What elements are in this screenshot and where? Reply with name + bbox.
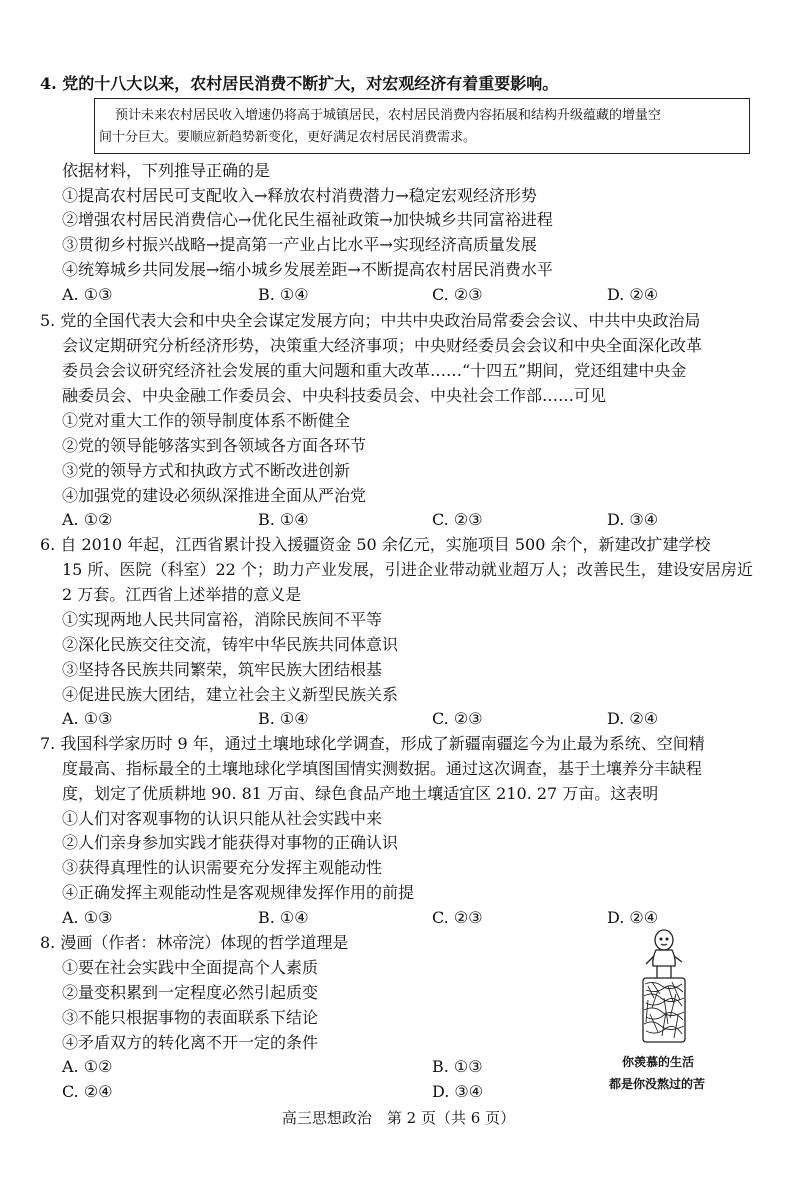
q5-item-4: ④加强党的建设必须纵深推进全面从严治党	[62, 486, 367, 505]
q7-stem-line-3: 度，划定了优质耕地 90. 81 万亩、绿色食品产地土壤适宜区 210. 27 万亩。这表明	[62, 784, 659, 803]
q4-stem: 4. 党的十八大以来，农村居民消费不断扩大，对宏观经济有着重要影响。	[40, 74, 559, 93]
q5-stem-line-4: 融委员会、中央金融工作委员会、中央科技委员会、中央社会工作部……可见	[62, 386, 607, 405]
q7-option-a[interactable]: A. ①③	[62, 908, 113, 927]
cartoon-illustration	[628, 928, 700, 1046]
q4-option-b[interactable]: B. ①④	[258, 285, 309, 304]
q5-item-1: ①党对重大工作的领导制度体系不断健全	[62, 411, 351, 430]
cartoon-caption-line-1: 你羡慕的生活	[622, 1055, 695, 1069]
q8-option-c[interactable]: C. ②④	[62, 1082, 113, 1101]
q6-option-a[interactable]: A. ①③	[62, 709, 113, 728]
q8-item-4: ④矛盾双方的转化离不开一定的条件	[62, 1033, 319, 1052]
q6-item-1: ①实现两地人民共同富裕，消除民族间不平等	[62, 610, 383, 629]
q8-option-d[interactable]: D. ③④	[432, 1082, 484, 1101]
q8-item-2: ②量变积累到一定程度必然引起质变	[62, 983, 319, 1002]
q4-item-3: ③贯彻乡村振兴战略→提高第一产业占比水平→实现经济高质量发展	[62, 235, 537, 254]
q5-option-c[interactable]: C. ②③	[432, 510, 483, 529]
q4-prompt: 依据材料，下列推导正确的是	[62, 161, 271, 180]
q7-item-3: ③获得真理性的认识需要充分发挥主观能动性	[62, 858, 383, 877]
q5-option-a[interactable]: A. ①②	[62, 510, 113, 529]
q7-stem-line-1: 7. 我国科学家历时 9 年，通过土壤地球化学调查，形成了新疆南疆迄今为止最为系统、空间精	[40, 734, 705, 753]
q5-item-2: ②党的领导能够落实到各领域各方面各环节	[62, 436, 367, 455]
q6-stem-line-3: 2 万套。江西省上述举措的意义是	[62, 585, 302, 604]
q6-stem-line-2: 15 所、医院（科室）22 个；助力产业发展，引进企业带动就业超万人；改善民生，建设安居房近	[62, 560, 753, 579]
q8-option-a[interactable]: A. ①②	[62, 1057, 113, 1076]
q8-option-b[interactable]: B. ①③	[432, 1057, 483, 1076]
q6-item-3: ③坚持各民族共同繁荣，筑牢民族大团结根基	[62, 660, 383, 679]
q4-option-a[interactable]: A. ①③	[62, 285, 113, 304]
page-footer: 高三思想政治 第 2 页（共 6 页）	[281, 1109, 516, 1127]
q5-option-d[interactable]: D. ③④	[607, 510, 659, 529]
cartoon-caption-line-2: 都是你没熬过的苦	[609, 1077, 706, 1091]
q7-option-b[interactable]: B. ①④	[258, 908, 309, 927]
q6-stem-line-1: 6. 自 2010 年起，江西省累计投入援疆资金 50 余亿元，实施项目 500 余个，新建改扩建学校	[40, 535, 711, 554]
q8-item-3: ③不能只根据事物的表面联系下结论	[62, 1008, 319, 1027]
q6-option-d[interactable]: D. ②④	[607, 709, 659, 728]
q6-option-c[interactable]: C. ②③	[432, 709, 483, 728]
q7-option-c[interactable]: C. ②③	[432, 908, 483, 927]
q5-item-3: ③党的领导方式和执政方式不断改进创新	[62, 461, 351, 480]
q7-item-4: ④正确发挥主观能动性是客观规律发挥作用的前提	[62, 883, 415, 902]
q6-option-b[interactable]: B. ①④	[258, 709, 309, 728]
q4-item-4: ④统筹城乡共同发展→缩小城乡发展差距→不断提高农村居民消费水平	[62, 260, 553, 279]
q7-item-2: ②人们亲身参加实践才能获得对事物的正确认识	[62, 833, 399, 852]
q7-option-d[interactable]: D. ②④	[607, 908, 659, 927]
q8-item-1: ①要在社会实践中全面提高个人素质	[62, 958, 319, 977]
q5-option-b[interactable]: B. ①④	[258, 510, 309, 529]
q4-item-1: ①提高农村居民可支配收入→释放农村消费潜力→稳定宏观经济形势	[62, 186, 537, 205]
q5-stem-line-1: 5. 党的全国代表大会和中央全会谋定发展方向；中共中央政治局常委会会议、中共中央政治局	[40, 311, 701, 330]
q4-material-line-1: 预计未来农村居民收入增速仍将高于城镇居民，农村居民消费内容拓展和结构升级蕴藏的增量空	[115, 108, 662, 123]
q6-item-2: ②深化民族交往交流，铸牢中华民族共同体意识	[62, 635, 399, 654]
q4-material-box	[94, 98, 750, 154]
q4-item-2: ②增强农村居民消费信心→优化民生福祉政策→加快城乡共同富裕进程	[62, 210, 553, 229]
q4-option-c[interactable]: C. ②③	[432, 285, 483, 304]
q4-material-line-2: 间十分巨大。要顺应新趋势新变化，更好满足农村居民消费需求。	[99, 130, 477, 145]
q6-item-4: ④促进民族大团结，建立社会主义新型民族关系	[62, 685, 399, 704]
q4-option-d[interactable]: D. ②④	[607, 285, 659, 304]
q5-stem-line-2: 会议定期研究分析经济形势，决策重大经济事项；中央财经委员会会议和中央全面深化改革	[62, 336, 703, 355]
q7-stem-line-2: 度最高、指标最全的土壤地球化学填图国情实测数据。通过这次调查，基于土壤养分丰缺程	[62, 759, 703, 778]
q8-stem: 8. 漫画（作者：林帝浣）体现的哲学道理是	[40, 933, 349, 952]
q5-stem-line-3: 委员会会议研究经济社会发展的重大问题和重大改革……“十四五”期间，党还组建中央金	[62, 361, 687, 380]
q7-item-1: ①人们对客观事物的认识只能从社会实践中来	[62, 809, 383, 828]
